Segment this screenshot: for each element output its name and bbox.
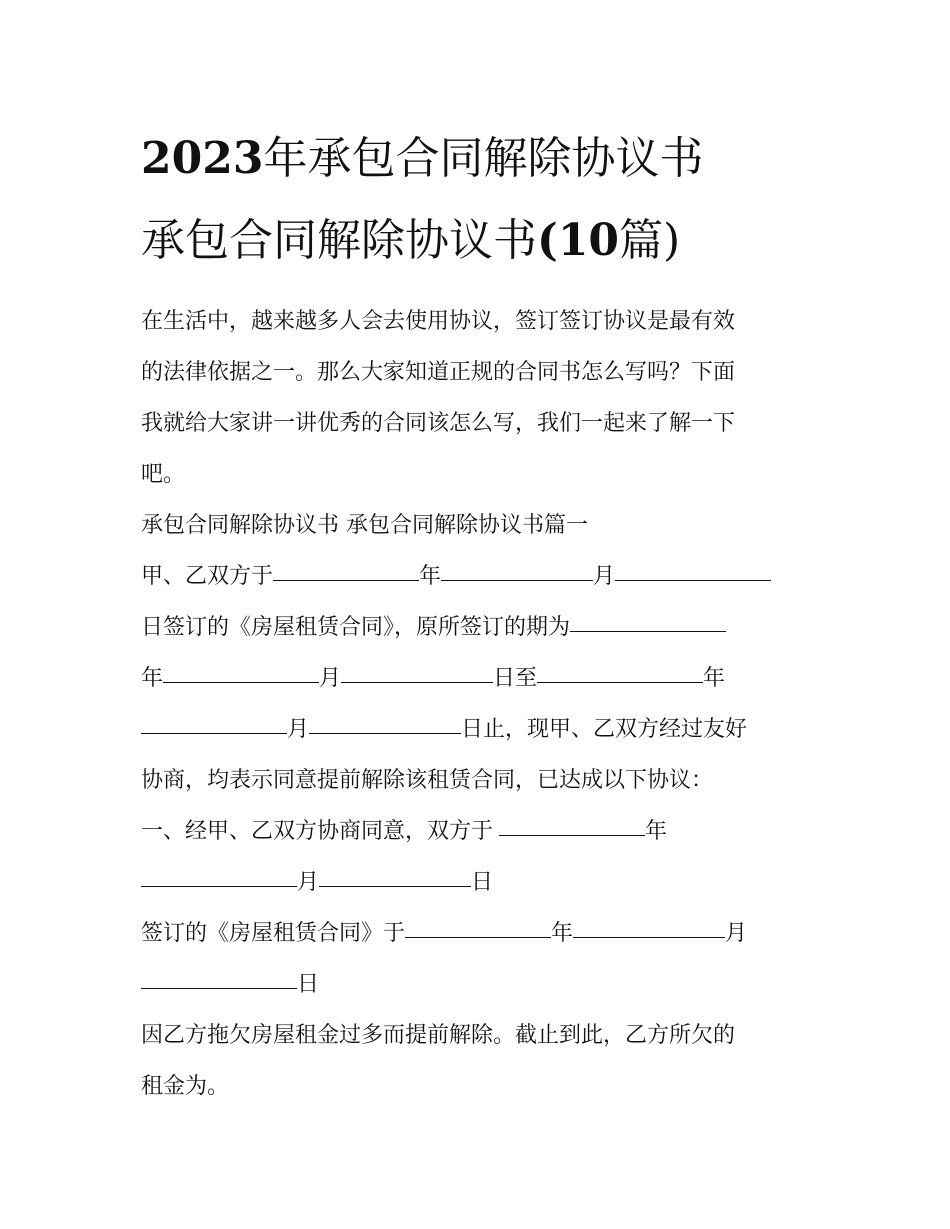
blank-field[interactable] xyxy=(441,580,593,581)
title-line2-text: 承包合同解除协议书 xyxy=(141,215,537,266)
blank-field[interactable] xyxy=(163,682,319,683)
text-segment: 日至 xyxy=(493,666,538,691)
blank-field[interactable] xyxy=(341,682,493,683)
blank-field[interactable] xyxy=(273,580,419,581)
text-segment: 月 xyxy=(593,564,616,589)
text-segment: 日签订的《房屋租赁合同》，原所签订的期为 xyxy=(141,615,571,640)
contract-line-7 xyxy=(141,857,811,908)
blank-field[interactable] xyxy=(319,886,471,887)
contract-line-11: 租金为。 xyxy=(141,1074,230,1099)
document-title-line-2 xyxy=(141,200,811,282)
section-heading: 承包合同解除协议书 承包合同解除协议书篇一 xyxy=(141,513,588,538)
title-line1-text: 年承包合同解除协议书 xyxy=(263,133,704,184)
contract-line-4 xyxy=(141,704,811,755)
text-segment: 年 xyxy=(419,564,442,589)
text-segment: 月 xyxy=(725,921,748,946)
document-title-line-1 xyxy=(141,118,811,200)
text-segment: 年 xyxy=(141,666,164,691)
text-segment: 月 xyxy=(287,717,310,742)
text-segment: 月 xyxy=(297,870,320,895)
text-segment: 日 xyxy=(471,870,494,895)
title-year: 2023 xyxy=(141,133,264,184)
contract-line-3 xyxy=(141,653,811,704)
contract-line-10: 因乙方拖欠房屋租金过多而提前解除。截止到此，乙方所欠的 xyxy=(141,1023,736,1048)
text-segment: 签订的《房屋租赁合同》于 xyxy=(141,921,406,946)
document-page xyxy=(141,118,811,1112)
blank-field[interactable] xyxy=(537,682,703,683)
contract-line-8 xyxy=(141,908,811,959)
intro-line-4: 吧。 xyxy=(141,462,186,487)
blank-field[interactable] xyxy=(570,631,726,632)
blank-field[interactable] xyxy=(141,886,297,887)
contract-line-1 xyxy=(141,551,811,602)
title-line2-suffix: 篇) xyxy=(619,215,681,266)
contract-line-6 xyxy=(141,806,811,857)
intro-line-2: 的法律依据之一。那么大家知道正规的合同书怎么写吗？下面 xyxy=(141,360,736,385)
text-segment: 日止，现甲、乙双方经过友好 xyxy=(461,717,748,742)
contract-line-2 xyxy=(141,602,811,653)
title-line2-count: (10 xyxy=(537,215,620,266)
intro-line-3: 我就给大家讲一讲优秀的合同该怎么写，我们一起来了解一下 xyxy=(141,411,736,436)
blank-field[interactable] xyxy=(499,835,645,836)
text-segment: 甲、乙双方于 xyxy=(141,564,274,589)
blank-field[interactable] xyxy=(141,988,297,989)
document-body xyxy=(141,296,811,1112)
intro-line-1: 在生活中，越来越多人会去使用协议，签订签订协议是最有效 xyxy=(141,309,736,334)
blank-field[interactable] xyxy=(309,733,461,734)
text-segment: 年 xyxy=(551,921,574,946)
text-segment: 年 xyxy=(703,666,726,691)
blank-field[interactable] xyxy=(573,937,725,938)
contract-line-5: 协商，均表示同意提前解除该租赁合同，已达成以下协议： xyxy=(141,768,714,793)
blank-field[interactable] xyxy=(615,580,771,581)
blank-field[interactable] xyxy=(141,733,287,734)
text-segment: 年 xyxy=(645,819,668,844)
text-segment: 日 xyxy=(297,972,320,997)
text-segment: 月 xyxy=(319,666,342,691)
contract-line-9 xyxy=(141,959,811,1010)
blank-field[interactable] xyxy=(405,937,551,938)
text-segment: 一、经甲、乙双方协商同意，双方于 xyxy=(141,819,494,844)
